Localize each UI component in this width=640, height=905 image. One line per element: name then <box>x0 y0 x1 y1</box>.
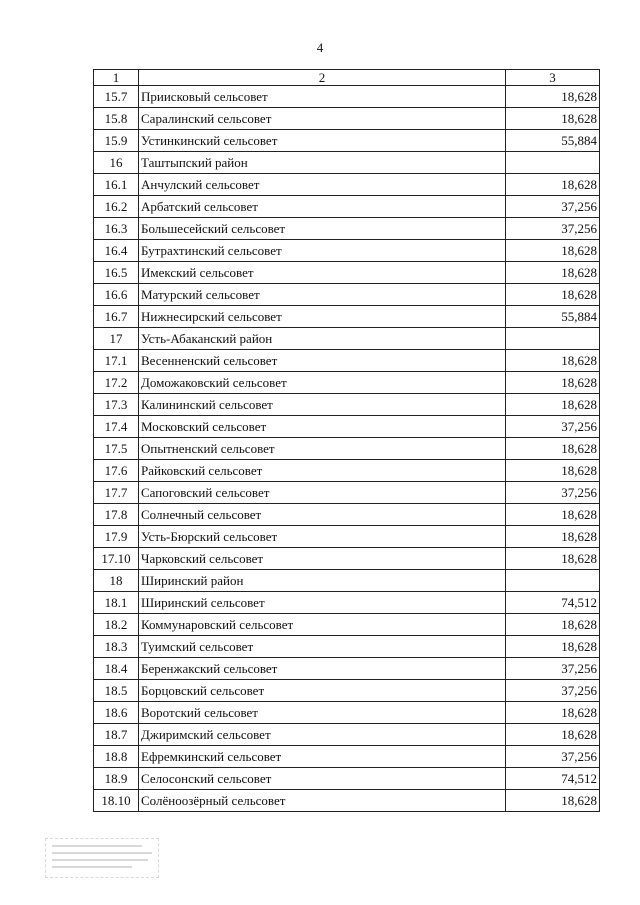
table-row <box>94 658 600 680</box>
row-number: 18.6 <box>94 702 139 724</box>
row-number: 16.6 <box>94 284 139 306</box>
header-cell-number: 1 <box>94 70 139 86</box>
row-number: 18.3 <box>94 636 139 658</box>
table-row <box>94 306 600 328</box>
table-row <box>94 130 600 152</box>
table-row <box>94 724 600 746</box>
row-value: 18,628 <box>506 724 600 746</box>
row-value <box>506 570 600 592</box>
row-name: Весенненский сельсовет <box>139 350 506 372</box>
table-body <box>94 70 600 812</box>
row-number: 17.10 <box>94 548 139 570</box>
row-name: Устинкинский сельсовет <box>139 130 506 152</box>
row-name: Имекский сельсовет <box>139 262 506 284</box>
row-value: 18,628 <box>506 174 600 196</box>
row-number: 16.2 <box>94 196 139 218</box>
row-value: 18,628 <box>506 790 600 812</box>
row-number: 16.5 <box>94 262 139 284</box>
table-row <box>94 372 600 394</box>
row-name: Арбатский сельсовет <box>139 196 506 218</box>
row-value: 37,256 <box>506 218 600 240</box>
row-value: 37,256 <box>506 658 600 680</box>
row-name: Селосонский сельсовет <box>139 768 506 790</box>
table-row <box>94 526 600 548</box>
row-value: 18,628 <box>506 262 600 284</box>
row-name: Калининский сельсовет <box>139 394 506 416</box>
row-name: Нижнесирский сельсовет <box>139 306 506 328</box>
table-row <box>94 570 600 592</box>
row-name: Солнечный сельсовет <box>139 504 506 526</box>
row-value <box>506 152 600 174</box>
table-row <box>94 548 600 570</box>
table-row <box>94 218 600 240</box>
row-number: 17.5 <box>94 438 139 460</box>
page-number: 4 <box>316 40 324 55</box>
table-row <box>94 702 600 724</box>
row-value: 18,628 <box>506 394 600 416</box>
table-row <box>94 592 600 614</box>
row-number: 16.7 <box>94 306 139 328</box>
row-number: 18.7 <box>94 724 139 746</box>
table-row <box>94 174 600 196</box>
row-number: 17 <box>94 328 139 350</box>
row-number: 17.6 <box>94 460 139 482</box>
table-row <box>94 152 600 174</box>
row-number: 15.9 <box>94 130 139 152</box>
row-name: Опытненский сельсовет <box>139 438 506 460</box>
row-value: 18,628 <box>506 702 600 724</box>
row-number: 17.2 <box>94 372 139 394</box>
row-value: 18,628 <box>506 526 600 548</box>
row-number: 18.5 <box>94 680 139 702</box>
row-name: Усть-Абаканский район <box>139 328 506 350</box>
data-table <box>93 69 600 812</box>
row-value: 18,628 <box>506 438 600 460</box>
row-value: 18,628 <box>506 548 600 570</box>
row-value: 18,628 <box>506 240 600 262</box>
row-name: Матурский сельсовет <box>139 284 506 306</box>
table-row <box>94 680 600 702</box>
row-value: 74,512 <box>506 592 600 614</box>
row-name: Ефремкинский сельсовет <box>139 746 506 768</box>
table-row <box>94 416 600 438</box>
row-name: Таштыпский район <box>139 152 506 174</box>
row-name: Борцовский сельсовет <box>139 680 506 702</box>
row-name: Усть-Бюрский сельсовет <box>139 526 506 548</box>
row-name: Московский сельсовет <box>139 416 506 438</box>
table-row <box>94 240 600 262</box>
table-header-row <box>94 70 600 86</box>
table-row <box>94 438 600 460</box>
row-value: 18,628 <box>506 108 600 130</box>
row-number: 18.4 <box>94 658 139 680</box>
header-cell-name: 2 <box>139 70 506 86</box>
row-value: 18,628 <box>506 86 600 108</box>
row-value: 37,256 <box>506 482 600 504</box>
table-row <box>94 614 600 636</box>
row-number: 17.4 <box>94 416 139 438</box>
row-number: 18.10 <box>94 790 139 812</box>
row-value: 18,628 <box>506 504 600 526</box>
row-name: Коммунаровский сельсовет <box>139 614 506 636</box>
table-row <box>94 482 600 504</box>
row-number: 18.9 <box>94 768 139 790</box>
table-row <box>94 328 600 350</box>
row-number: 18.2 <box>94 614 139 636</box>
table-row <box>94 262 600 284</box>
row-value: 18,628 <box>506 284 600 306</box>
row-name: Саралинский сельсовет <box>139 108 506 130</box>
row-value: 55,884 <box>506 306 600 328</box>
row-name: Большесейский сельсовет <box>139 218 506 240</box>
row-value: 18,628 <box>506 614 600 636</box>
table-row <box>94 790 600 812</box>
row-value: 18,628 <box>506 460 600 482</box>
table-row <box>94 768 600 790</box>
row-value: 37,256 <box>506 746 600 768</box>
row-name: Сапоговский сельсовет <box>139 482 506 504</box>
row-number: 17.9 <box>94 526 139 548</box>
row-value: 37,256 <box>506 680 600 702</box>
table-row <box>94 636 600 658</box>
table-row <box>94 350 600 372</box>
table-row <box>94 196 600 218</box>
row-value: 18,628 <box>506 350 600 372</box>
faded-stamp <box>45 838 159 878</box>
row-number: 17.7 <box>94 482 139 504</box>
row-number: 16 <box>94 152 139 174</box>
row-value: 74,512 <box>506 768 600 790</box>
row-name: Ширинский район <box>139 570 506 592</box>
table-row <box>94 108 600 130</box>
table-row <box>94 394 600 416</box>
row-number: 18 <box>94 570 139 592</box>
row-number: 17.1 <box>94 350 139 372</box>
row-name: Чарковский сельсовет <box>139 548 506 570</box>
table-row <box>94 504 600 526</box>
row-name: Приисковый сельсовет <box>139 86 506 108</box>
row-number: 17.3 <box>94 394 139 416</box>
row-value: 55,884 <box>506 130 600 152</box>
row-name: Воротский сельсовет <box>139 702 506 724</box>
row-name: Бутрахтинский сельсовет <box>139 240 506 262</box>
row-name: Туимский сельсовет <box>139 636 506 658</box>
row-number: 16.4 <box>94 240 139 262</box>
row-number: 15.7 <box>94 86 139 108</box>
header-cell-value: 3 <box>506 70 600 86</box>
table-row <box>94 460 600 482</box>
row-name: Джиримский сельсовет <box>139 724 506 746</box>
table-row <box>94 86 600 108</box>
row-value: 18,628 <box>506 372 600 394</box>
row-name: Беренжакский сельсовет <box>139 658 506 680</box>
row-name: Ширинский сельсовет <box>139 592 506 614</box>
row-name: Солёноозёрный сельсовет <box>139 790 506 812</box>
table-row <box>94 746 600 768</box>
row-value: 18,628 <box>506 636 600 658</box>
table-row <box>94 284 600 306</box>
row-number: 15.8 <box>94 108 139 130</box>
row-value <box>506 328 600 350</box>
row-number: 18.8 <box>94 746 139 768</box>
row-name: Доможаковский сельсовет <box>139 372 506 394</box>
row-value: 37,256 <box>506 196 600 218</box>
row-number: 18.1 <box>94 592 139 614</box>
row-name: Райковский сельсовет <box>139 460 506 482</box>
row-number: 17.8 <box>94 504 139 526</box>
row-number: 16.1 <box>94 174 139 196</box>
row-number: 16.3 <box>94 218 139 240</box>
row-name: Анчулский сельсовет <box>139 174 506 196</box>
row-value: 37,256 <box>506 416 600 438</box>
